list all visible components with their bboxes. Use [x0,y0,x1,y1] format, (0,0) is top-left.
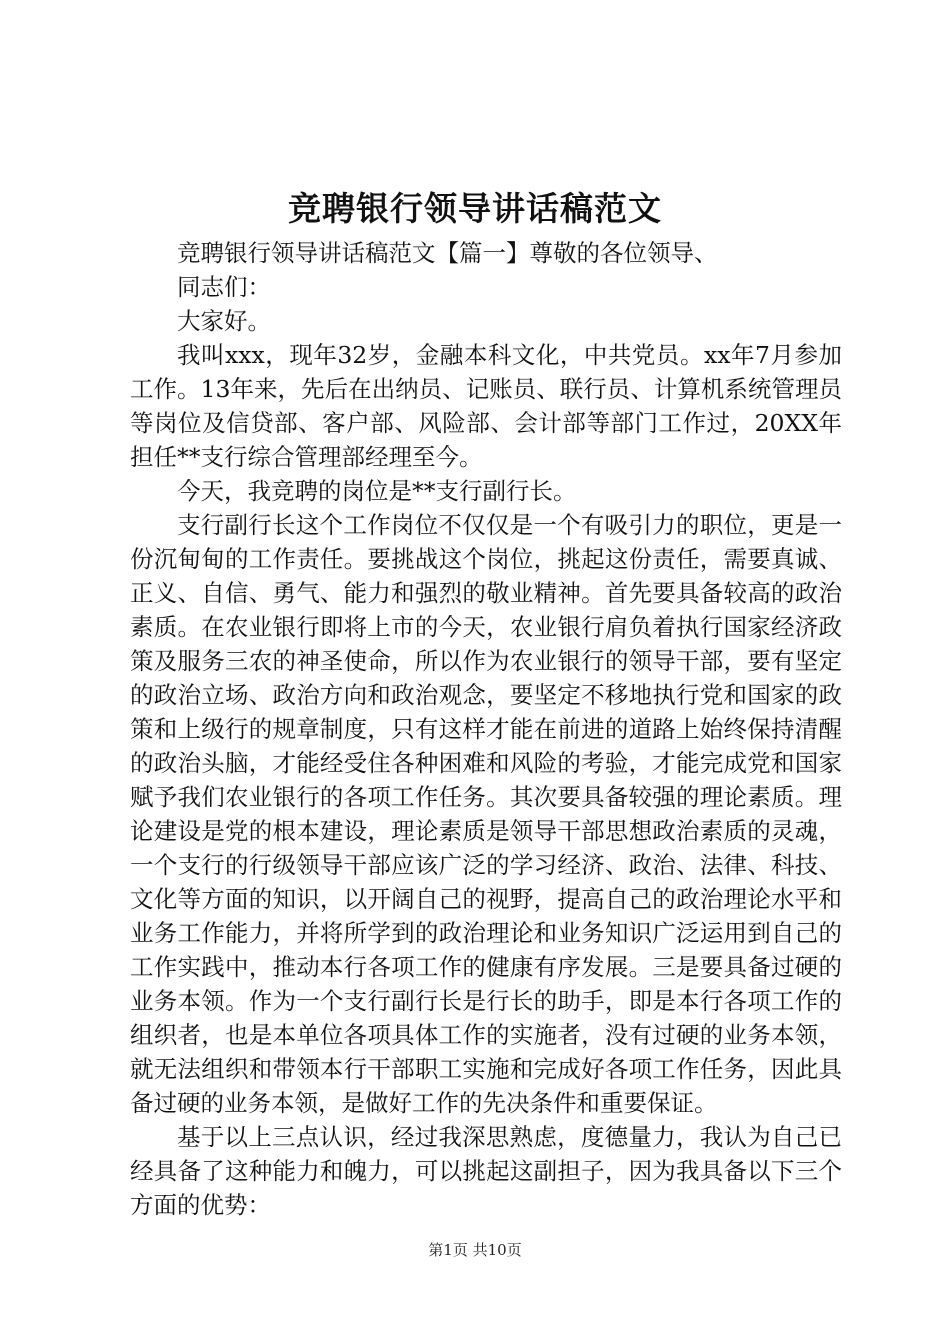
page-footer: 第1页 共10页 [428,1241,522,1259]
paragraph-6: 支行副行长这个工作岗位不仅仅是一个有吸引力的职位，更是一份沉甸甸的工作责任。要挑战这个岗位，挑起这份责任，需要真诚、正义、自信、勇气、能力和强烈的敬业精神。首先要具备较高的政治素质。在农业银行即将上市的今天，农业银行肩负着执行国家经济政策及服务三农的神圣使命，所以作为农业银行的领导干部，要有坚定的政治立场、政治方向和政治观念，要坚定不移地执行党和国家的政策和上级行的规章制度，只有这样才能在前进的道路上始终保持清醒的政治头脑，才能经受住各种困难和风险的考验，才能完成党和国家赋予我们农业银行的各项工作任务。其次要具备较强的理论素质。理论建设是党的根本建设，理论素质是领导干部思想政治素质的灵魂，一个支行的行级领导干部应该广泛的学习经济、政治、法律、科技、文化等方面的知识，以开阔自己的视野，提高自己的政治理论水平和业务工作能力，并将所学到的政治理论和业务知识广泛运用到自己的工作实践中，推动本行各项工作的健康有序发展。三是要具备过硬的业务本领。作为一个支行副行长是行长的助手，即是本行各项工作的组织者，也是本单位各项具体工作的实施者，没有过硬的业务本领，就无法组织和带领本行干部职工实施和完成好各项工作任务，因此具备过硬的业务本领，是做好工作的先决条件和重要保证。 [130,511,842,1117]
paragraph-4: 我叫xxx，现年32岁，金融本科文化，中共党员。xx年7月参加工作。13年来，先后在出纳员、记账员、联行员、计算机系统管理员等岗位及信贷部、客户部、风险部、会计部等部门工作过，20XX年担任**支行综合管理部经理至今。 [130,341,842,471]
paragraph-3: 大家好。 [177,307,271,335]
document-body [130,236,842,1222]
paragraph-2: 同志们： [177,273,271,301]
paragraph-7: 基于以上三点认识，经过我深思熟虑，度德量力，我认为自己已经具备了这种能力和魄力，可以挑起这副担子，因为我具备以下三个方面的优势： [130,1123,842,1219]
paragraph-5: 今天，我竞聘的岗位是**支行副行长。 [177,477,577,505]
paragraph-1: 竞聘银行领导讲话稿范文【篇一】尊敬的各位领导、 [177,239,718,267]
document-title: 竞聘银行领导讲话稿范文 [288,189,662,228]
